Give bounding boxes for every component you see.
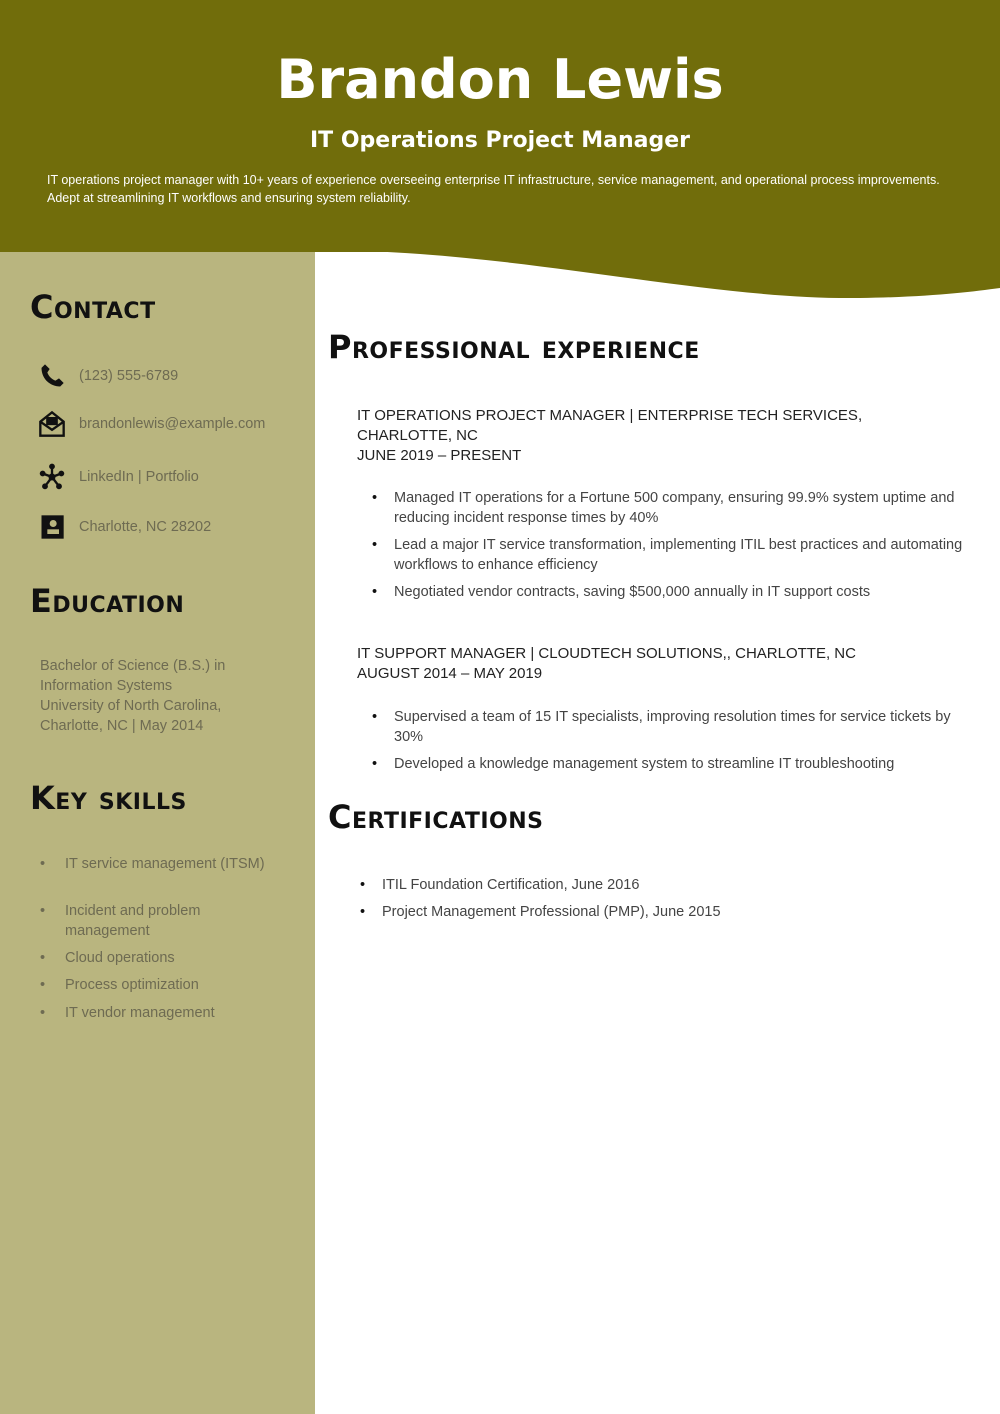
contact-location: [38, 513, 211, 541]
job-header: [357, 406, 957, 466]
header-banner: [0, 0, 1000, 252]
skill-item: • IT service management (ITSM): [40, 854, 270, 874]
certification-item: • ITIL Foundation Certification, June 2016: [382, 875, 952, 895]
job-bullet: • Developed a knowledge management system to streamline IT troubleshooting: [394, 754, 964, 774]
job-bullet: • Lead a major IT service transformation, implementing ITIL best practices and automating workflows to enhance efficiency: [394, 535, 964, 575]
education-heading: Education: [30, 582, 185, 620]
skill-item: • Cloud operations: [40, 948, 270, 968]
skill-item: • IT vendor management: [40, 1003, 270, 1023]
major: Information Systems: [40, 678, 173, 694]
job-title: IT SUPPORT MANAGER | CLOUDTECH SOLUTIONS,, CHARLOTTE, NC: [357, 645, 856, 662]
links-text[interactable]: LinkedIn | Portfolio: [79, 469, 199, 485]
job-header: [357, 644, 957, 684]
job-title: IT Operations Project Manager: [309, 128, 691, 153]
certification-item: • Project Management Professional (PMP), June 2015: [382, 902, 952, 922]
location-text: Charlotte, NC 28202: [79, 519, 212, 535]
degree: Bachelor of Science (B.S.) in: [40, 658, 226, 674]
envelope-icon: [38, 410, 66, 438]
school: University of North Carolina,: [40, 698, 222, 714]
job-dates: JUNE 2019 – PRESENT: [357, 447, 522, 464]
contact-heading: Contact: [30, 288, 156, 326]
job-bullet: • Managed IT operations for a Fortune 500 company, ensuring 99.9% system uptime and reducing incident response times by 40%: [394, 488, 964, 528]
network-icon: [38, 463, 66, 491]
contact-links: [38, 463, 199, 491]
education-details: [40, 656, 225, 736]
sidebar: [0, 252, 315, 1414]
phone-icon: [38, 362, 66, 390]
skill-item: • Process optimization: [40, 975, 270, 995]
job-bullet: • Negotiated vendor contracts, saving $500,000 annually in IT support costs: [394, 582, 964, 602]
candidate-name: Brandon Lewis: [276, 48, 724, 111]
header-wave: [0, 250, 1000, 310]
job-dates: AUGUST 2014 – MAY 2019: [357, 665, 543, 682]
phone-text: (123) 555-6789: [79, 368, 179, 384]
email-link[interactable]: brandonlewis@example.com: [79, 416, 266, 432]
school-location-date: Charlotte, NC | May 2014: [40, 718, 204, 734]
job-title: IT OPERATIONS PROJECT MANAGER | ENTERPRISE TECH SERVICES, CHARLOTTE, NC: [357, 407, 863, 444]
job-bullet: • Supervised a team of 15 IT specialists, improving resolution times for service tickets by 30%: [394, 707, 964, 747]
contact-phone: [38, 362, 178, 390]
summary: IT operations project manager with 10+ years of experience overseeing enterprise IT infrastructure, service management, and operational process improvements. Adept at streamlining IT workflows and ensuring system reliability.: [47, 173, 940, 205]
contact-email: [38, 410, 265, 438]
skills-heading: Key skills: [30, 779, 187, 817]
certifications-heading: Certifications: [328, 798, 544, 836]
skill-item: • Incident and problem management: [40, 901, 270, 941]
contact-book-icon: [38, 513, 66, 541]
experience-heading: Professional experience: [328, 328, 700, 366]
